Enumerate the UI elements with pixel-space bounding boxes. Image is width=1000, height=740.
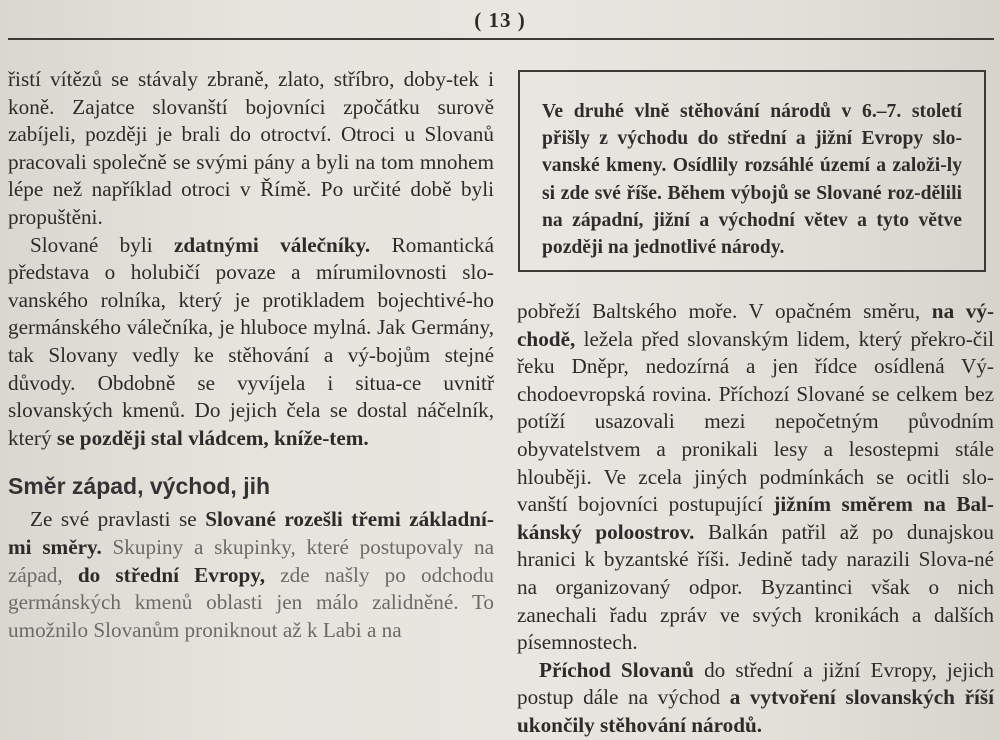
bold-run: Příchod Slovanů: [539, 657, 694, 682]
paragraph-conclusion: [517, 657, 994, 740]
section-heading: Směr západ, východ, jih: [8, 473, 271, 500]
paragraph-directions: [8, 506, 494, 644]
text-run: Romantická představa o holubičí povaze a mírumilovnosti slo-vanského rolníka, který je protikladem bojechtivé-ho germánského válečníka, je hluboce mylná. Jak Germány, tak Slovany vedly ke stěhování a vý-bojům stejné důvody. Obdobně se vyvíjela i situa-ce uvnitř slovanských kmenů. Do jejich čela se dostal náčelník, který: [8, 232, 494, 450]
bold-run: a vytvoření slovanských říší ukončily stěhování národů.: [517, 685, 995, 737]
text-run: Balkán patřil až po dunajskou hranici k byzantské říši. Jedině tady narazili Slova-né na organizovaný odpor. Byzantinci však o nich zanechali řadu zpráv ve svých kronikách a dalších písemnostech.: [517, 519, 994, 655]
text-run: Slované byli: [30, 232, 175, 257]
text-run: do střední a jižní Evropy, jejich postup dále na východ: [517, 657, 994, 710]
text-run: Ze své pravlasti se: [30, 507, 206, 532]
paragraph-booty: řistí vítězů se stávaly zbraně, zlato, stříbro, doby-tek i koně. Zajatce slovanští bojovníci zpočátku surově zabíjeli, později je brali do otroctví. Otroci u Slovanů pracovali společně se svými pány a byli na tom mnohem lépe než například otroci v Římě. Po určité době byli propuštěni.: [8, 67, 494, 229]
header-rule: [8, 38, 994, 40]
paragraph-east-south: [517, 298, 994, 657]
bold-run: zdatnými válečníky.: [174, 232, 371, 257]
bold-run: se později stal vládcem, kníže-tem.: [56, 425, 369, 450]
text-run: pobřeží Baltského moře. V opačném směru,: [517, 299, 932, 323]
paragraph-warriors: [8, 232, 494, 453]
page-number: ( 13 ): [474, 8, 526, 32]
right-column: [517, 298, 994, 740]
summary-box: [518, 70, 986, 272]
text-run: zde našly po odchodu germánských kmenů oblasti jen málo zalidněné. To umožnilo Slovanům proniknout až k Labi a na: [8, 562, 494, 642]
left-column: [8, 66, 494, 644]
bold-run: Slované rozešli třemi základní-mi směry.: [8, 507, 494, 559]
text-run: Skupiny a skupinky, které postupovaly na západ,: [8, 534, 495, 587]
summary-text: Ve druhé vlně stěhování národů v 6.–7. století přišly z východu do střední a jižní Evropy slo-vanské kmeny. Osídlily rozsáhlé území a založi-ly si zde své říše. Během výbojů se Slované roz-dělili na západní, jižní a východní větev a tyto větve později na jednotlivé národy.: [542, 101, 962, 259]
text-run: ležela před slovanským lidem, který překro-čil řeku Dněpr, nedozírná a jen řídce osídlená Vý-chodoevropská rovina. Příchozí Slované se celkem bez potíží usazovali mezi nepočetným původním obyvatelstvem a pronikali lesy a lesostepmi stále hlouběji. Ve zcela jiných podmínkách se ocitli slo-vanští bojovníci postupující: [517, 326, 994, 517]
bold-run: na vý-chodě,: [517, 299, 994, 351]
bold-run: do střední Evropy,: [77, 562, 266, 587]
bold-run: jižním směrem na Bal-kánský poloostrov.: [517, 492, 994, 544]
